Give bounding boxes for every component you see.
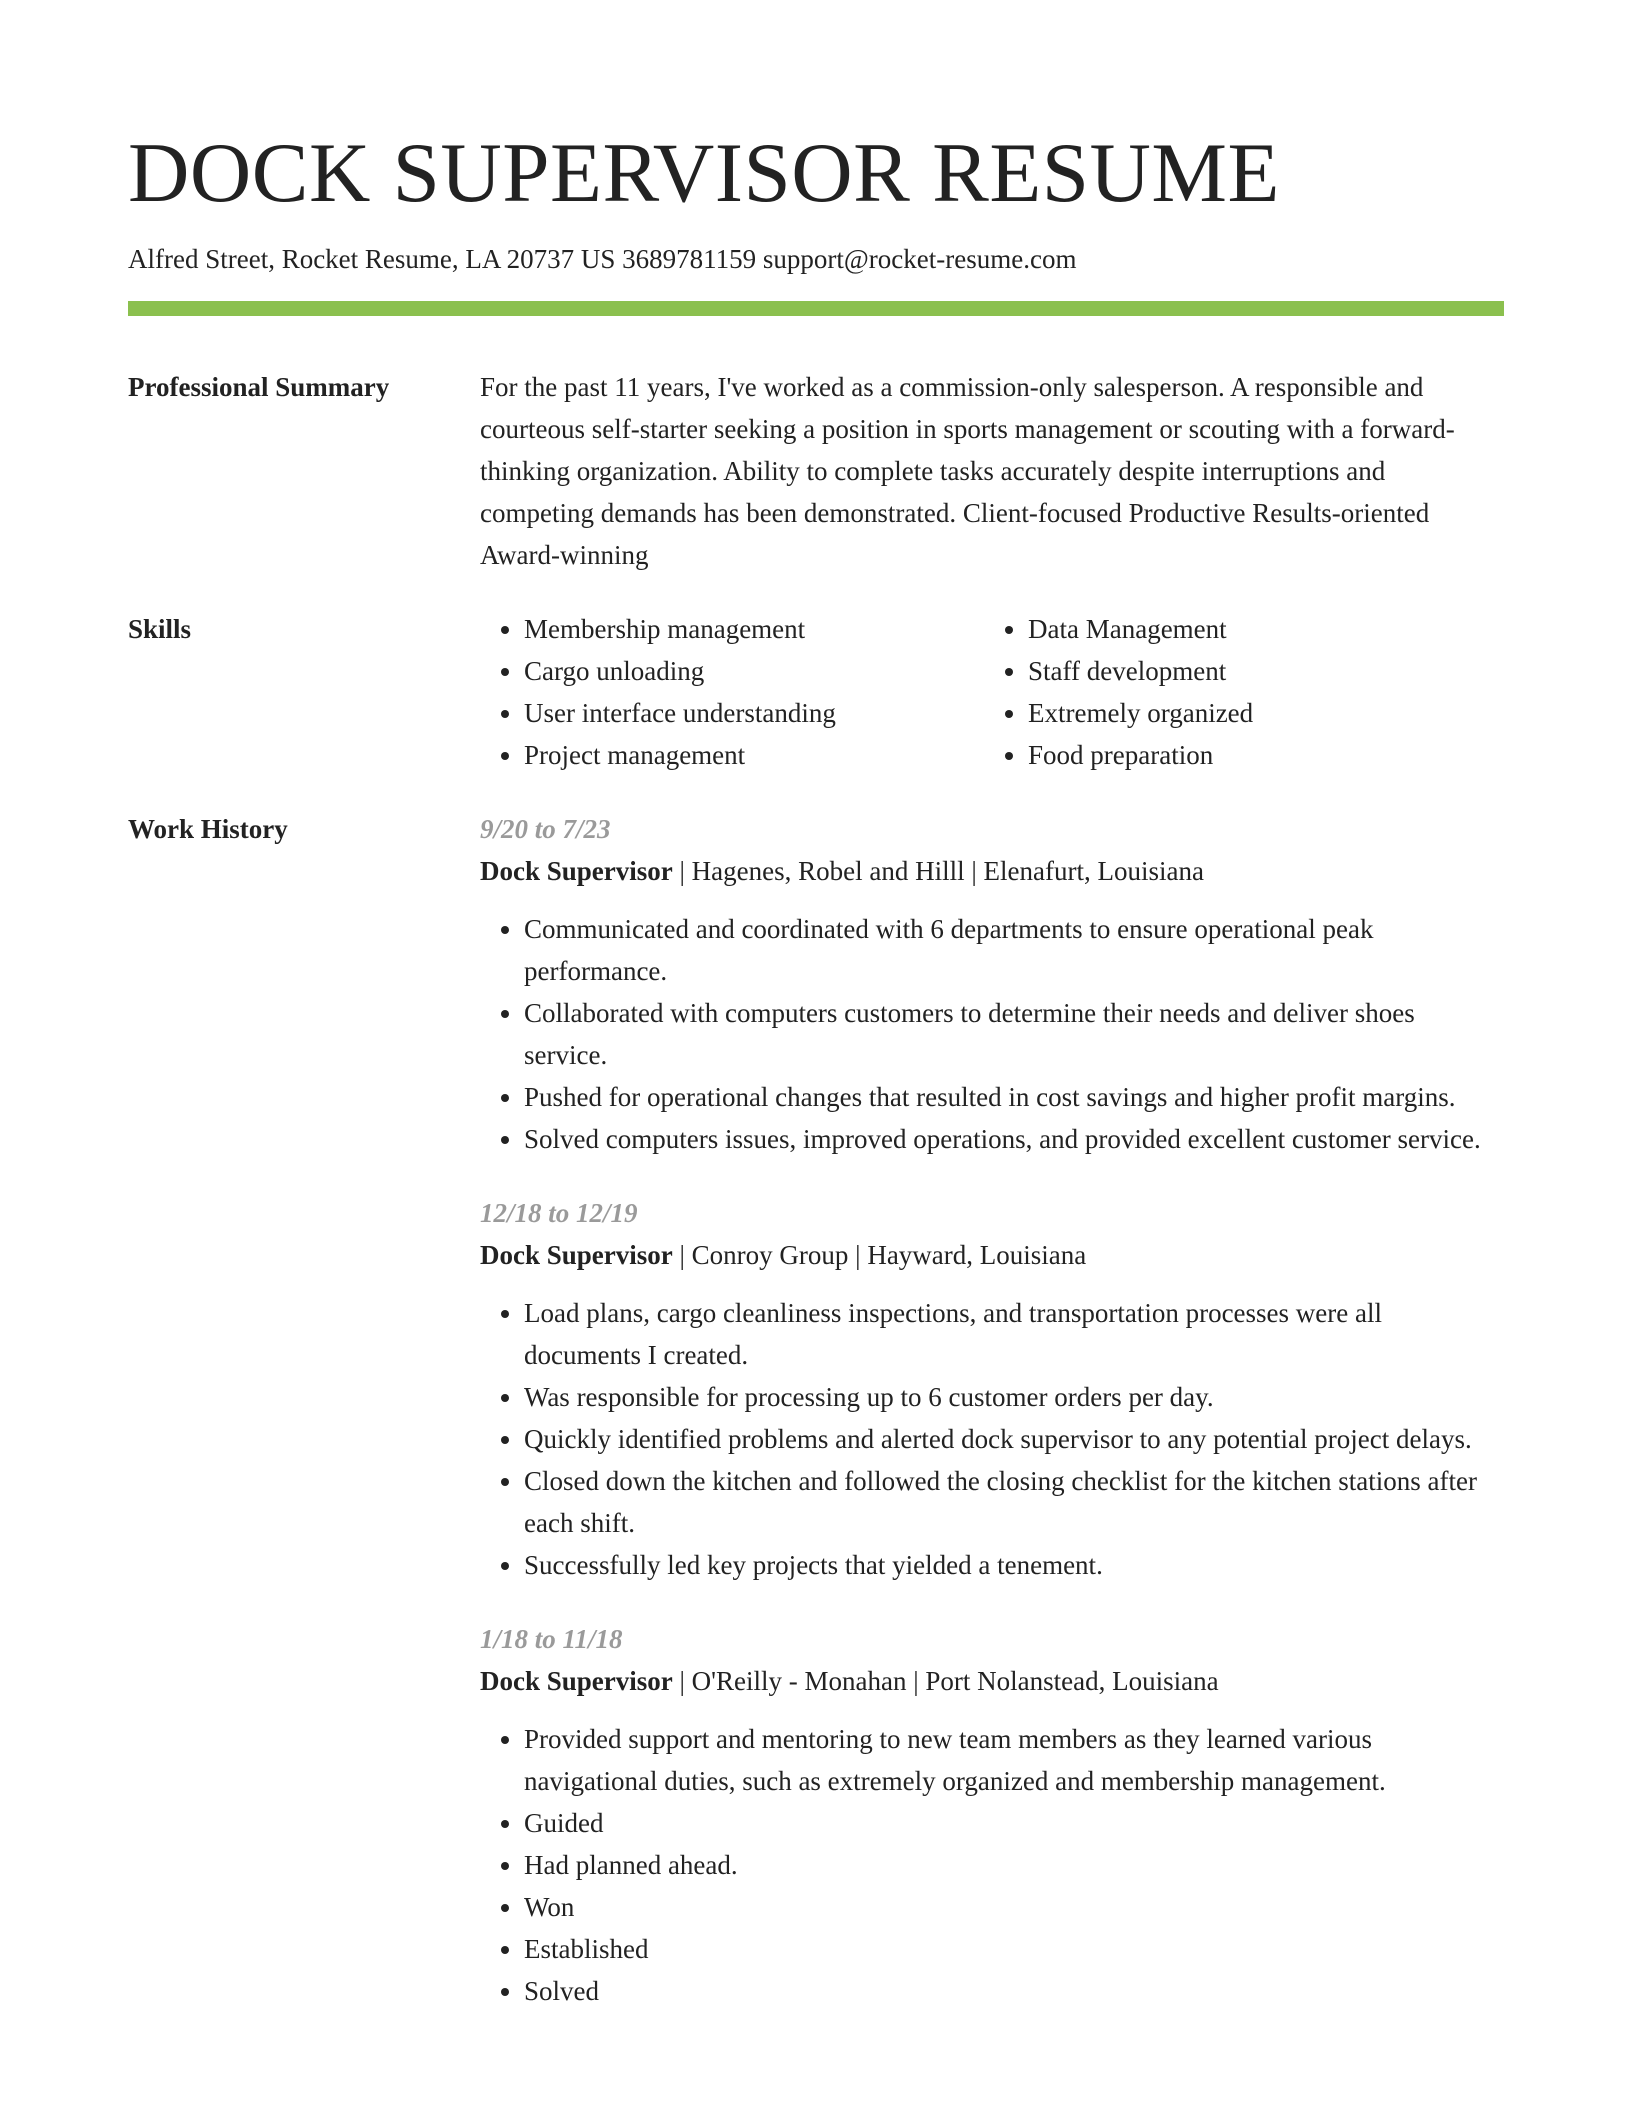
job-employer-location: | Conroy Group | Hayward, Louisiana bbox=[672, 1240, 1087, 1270]
job-heading bbox=[480, 1660, 1504, 1702]
job-bullet: • Closed down the kitchen and followed the closing checklist for the kitchen stations after each shift. bbox=[524, 1460, 1504, 1544]
job-bullet: • Guided bbox=[524, 1802, 1504, 1844]
job-bullet: • Was responsible for processing up to 6 customer orders per day. bbox=[524, 1376, 1504, 1418]
skill-item: • Cargo unloading bbox=[524, 650, 984, 692]
job-employer-location: | Hagenes, Robel and Hilll | Elenafurt, Louisiana bbox=[672, 856, 1204, 886]
job-bullet: • Solved bbox=[524, 1970, 1504, 2012]
job-entry bbox=[480, 1192, 1504, 1586]
job-bullet-list bbox=[480, 908, 1504, 1160]
skill-item: • User interface understanding bbox=[524, 692, 984, 734]
professional-summary-section bbox=[128, 366, 1504, 576]
job-bullet-list bbox=[480, 1292, 1504, 1586]
job-bullet: • Provided support and mentoring to new team members as they learned various navigational duties, such as extremely organized and membership management. bbox=[524, 1718, 1504, 1802]
job-dates: 1/18 to 11/18 bbox=[480, 1624, 623, 1654]
header-divider bbox=[128, 301, 1504, 316]
job-bullet: • Collaborated with computers customers to determine their needs and deliver shoes service. bbox=[524, 992, 1504, 1076]
skill-item: • Project management bbox=[524, 734, 984, 776]
job-bullet: • Communicated and coordinated with 6 departments to ensure operational peak performance. bbox=[524, 908, 1504, 992]
job-entry bbox=[480, 1618, 1504, 2012]
skill-item: • Food preparation bbox=[1028, 734, 1488, 776]
job-bullet: • Established bbox=[524, 1928, 1504, 1970]
job-employer-location: | O'Reilly - Monahan | Port Nolanstead, Louisiana bbox=[672, 1666, 1219, 1696]
skill-item: • Extremely organized bbox=[1028, 692, 1488, 734]
skills-list-left bbox=[480, 608, 984, 776]
skill-item: • Data Management bbox=[1028, 608, 1488, 650]
job-title: Dock Supervisor bbox=[480, 1666, 673, 1696]
contact-line: Alfred Street, Rocket Resume, LA 20737 US 3689781159 support@rocket-resume.com bbox=[128, 244, 1077, 274]
job-heading bbox=[480, 1234, 1504, 1276]
job-bullet: • Won bbox=[524, 1886, 1504, 1928]
section-label-summary: Professional Summary bbox=[128, 372, 390, 402]
job-bullet: • Pushed for operational changes that resulted in cost savings and higher profit margins. bbox=[524, 1076, 1504, 1118]
job-bullet: • Solved computers issues, improved operations, and provided excellent customer service. bbox=[524, 1118, 1504, 1160]
skill-item: • Membership management bbox=[524, 608, 984, 650]
job-title: Dock Supervisor bbox=[480, 1240, 673, 1270]
work-history-section bbox=[128, 808, 1504, 2044]
resume-page bbox=[128, 0, 1504, 2044]
job-title: Dock Supervisor bbox=[480, 856, 673, 886]
summary-text: For the past 11 years, I've worked as a commission-only salesperson. A responsible and courteous self-starter seeking a position in sports management or scouting with a forward-thinking organization. Ability to complete tasks accurately despite interruptions and competing demands has been demonstrated. Client-focused Productive Results-oriented Award-winning bbox=[480, 372, 1455, 570]
skill-item: • Staff development bbox=[1028, 650, 1488, 692]
job-bullet: • Successfully led key projects that yielded a tenement. bbox=[524, 1544, 1504, 1586]
job-bullet: • Quickly identified problems and alerted dock supervisor to any potential project delays. bbox=[524, 1418, 1504, 1460]
skills-list-right bbox=[984, 608, 1488, 776]
section-label-skills: Skills bbox=[128, 614, 192, 644]
skills-columns bbox=[480, 608, 1504, 776]
job-dates: 12/18 to 12/19 bbox=[480, 1198, 638, 1228]
job-entry bbox=[480, 808, 1504, 1160]
job-dates: 9/20 to 7/23 bbox=[480, 814, 611, 844]
job-bullet: • Had planned ahead. bbox=[524, 1844, 1504, 1886]
job-bullet: • Load plans, cargo cleanliness inspections, and transportation processes were all documents I created. bbox=[524, 1292, 1504, 1376]
resume-title: DOCK SUPERVISOR RESUME bbox=[128, 126, 1280, 220]
job-bullet-list bbox=[480, 1718, 1504, 2012]
section-label-work-history: Work History bbox=[128, 814, 288, 844]
skills-section bbox=[128, 608, 1504, 776]
job-heading bbox=[480, 850, 1504, 892]
